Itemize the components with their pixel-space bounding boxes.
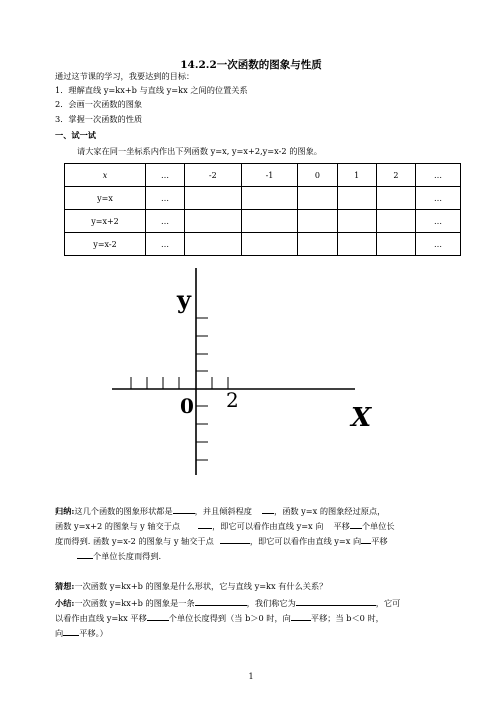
summary-text: 度而得到. 函数 y=x-2 的图象与 y 轴交于点 <box>55 536 214 546</box>
summary-line-2 <box>55 520 395 532</box>
y-axis-label: y <box>177 285 191 314</box>
table-cell: -1 <box>241 164 298 187</box>
table-cell: … <box>416 164 461 187</box>
guess-line <box>55 580 327 592</box>
blank-line <box>195 597 247 606</box>
blank-line <box>361 535 371 544</box>
summary-text: 平移 <box>333 521 350 531</box>
conclusion-text: 平移；当 b＜0 时， <box>310 613 384 623</box>
conclusion-line-1 <box>55 597 400 609</box>
blank-line <box>77 550 93 559</box>
summary-text: ，即它可以看作由直线 y=x 向 <box>212 521 324 531</box>
conclusion-text: 个单位长度得到（当 b＞0 时，向 <box>168 613 291 623</box>
table-cell: -2 <box>185 164 242 187</box>
conclusion-label: 小结: <box>55 598 75 608</box>
conclusion-text: 向 <box>55 628 64 638</box>
guess-label: 猜想: <box>55 581 75 591</box>
table-cell: y=x+2 <box>65 210 146 233</box>
page-number: 1 <box>248 672 254 681</box>
table-cell: 0 <box>298 164 337 187</box>
blank-line <box>291 612 311 621</box>
summary-text: 个单位长度而得到. <box>93 551 162 561</box>
table-cell: 1 <box>337 164 376 187</box>
table-cell: … <box>416 187 461 210</box>
summary-line-1 <box>55 505 385 517</box>
table-cell: … <box>146 164 185 187</box>
table-cell: … <box>146 187 185 210</box>
goal-item: 2．会画一次函数的图象 <box>55 99 143 109</box>
summary-text: ，函数 y=x 的图象经过原点， <box>274 506 386 516</box>
table-cell: … <box>416 233 461 256</box>
blank-line <box>350 520 362 529</box>
conclusion-text: ，它可 <box>375 598 401 608</box>
summary-line-3 <box>55 535 388 547</box>
blank-line <box>262 505 274 514</box>
table-cell: … <box>416 210 461 233</box>
table-cell: x <box>65 164 146 187</box>
x-axis-label: X <box>351 403 372 433</box>
summary-line-4 <box>77 550 161 562</box>
section-heading: 一、试一试 <box>55 130 96 140</box>
blank-line <box>220 535 250 544</box>
conclusion-text: 平移。） <box>79 628 108 638</box>
conclusion-text: ，我们称它为 <box>246 598 296 608</box>
blank-line <box>147 612 169 621</box>
goal-item: 1．理解直线 y=kx+b 与直线 y=kx 之间的位置关系 <box>55 85 248 95</box>
goal-item: 3．掌握一次函数的性质 <box>55 114 143 124</box>
blank-line <box>63 627 79 636</box>
summary-text: 平移 <box>371 536 388 546</box>
blank-line <box>296 597 376 606</box>
summary-text: ，并且倾斜程度 <box>194 506 252 516</box>
tick-label: 2 <box>226 388 239 412</box>
table-cell: … <box>146 210 185 233</box>
intro-text: 通过这节课的学习，我要达到的目标： <box>55 71 195 81</box>
guess-text: 一次函数 y=kx+b 的图象是什么形状，它与直线 y=kx 有什么关系？ <box>74 581 328 591</box>
summary-text: 这几个函数的图象形状都是 <box>74 506 173 516</box>
table-cell: y=x <box>65 187 146 210</box>
summary-text: 个单位长 <box>361 521 395 531</box>
conclusion-text: 一次函数 y=kx+b 的图象是一条 <box>74 598 195 608</box>
conclusion-text: 以看作由直线 y=kx 平移 <box>55 613 147 623</box>
origin-label: 0 <box>180 394 194 418</box>
blank-line <box>173 505 195 514</box>
instruction-text: 请大家在同一坐标系内作出下列函数 y=x, y=x+2,y=x-2 的图象。 <box>77 146 322 156</box>
blank-line <box>198 520 212 529</box>
page-title: 14.2.2一次函数的图象与性质 <box>180 59 322 71</box>
table-cell: y=x-2 <box>65 233 146 256</box>
conclusion-line-2 <box>55 612 384 624</box>
summary-label: 归纳: <box>55 506 75 516</box>
table-cell: 2 <box>376 164 415 187</box>
summary-text: 函数 y=x+2 的图象与 y 轴交于点 <box>55 521 181 531</box>
table-cell: … <box>146 233 185 256</box>
summary-text: ，即它可以看作由直线 y=x 向 <box>249 536 362 546</box>
conclusion-line-3 <box>55 627 108 639</box>
